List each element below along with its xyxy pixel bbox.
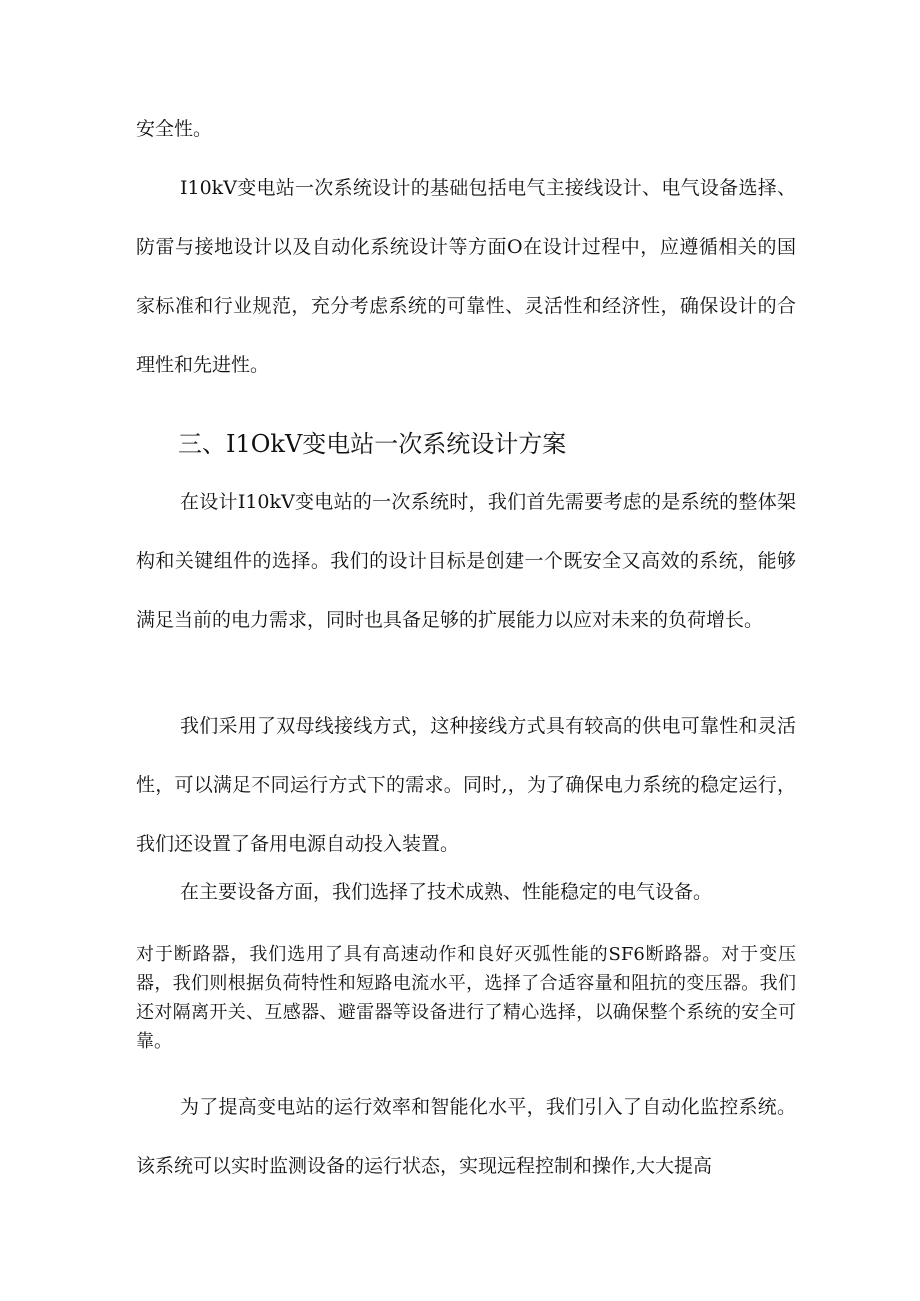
paragraph-overall-architecture: 在设计I10kV变电站的一次系统时，我们首先需要考虑的是系统的整体架构和关键组件的选择。我们的设计目标是创建一个既安全又高效的系统，能够满足当前的电力需求，同时也具备足够的扩展能力以应对未来的负荷增长。 bbox=[136, 491, 796, 631]
section-heading: 三、I1OkV变电站一次系统设计方案 bbox=[178, 430, 567, 458]
paragraph-safety-end: 安全性。 bbox=[136, 118, 213, 140]
paragraph-design-basis: I10kV变电站一次系统设计的基础包括电气主接线设计、电气设备选择、防雷与接地设计以及自动化系统设计等方面O在设计过程中，应遵循相关的国家标准和行业规范，充分考虑系统的可靠性、灵活性和经济性，确保设计的合理性和先进性。 bbox=[136, 177, 796, 376]
paragraph-breakers-transformers: 对于断路器，我们选用了具有高速动作和良好灭弧性能的SF6断路器。对于变压器，我们则根据负荷特性和短路电流水平，选择了合适容量和阻抗的变压器。我们还对隔离开关、互感器、避雷器等设备进行了精心选择，以确保整个系统的安全可靠。 bbox=[136, 944, 796, 1052]
paragraph-automation: 为了提高变电站的运行效率和智能化水平，我们引入了自动化监控系统。该系统可以实时监测设备的运行状态，实现远程控制和操作,大大提高 bbox=[136, 1096, 796, 1177]
paragraph-main-equipment: 在主要设备方面，我们选择了技术成熟、性能稳定的电气设备。 bbox=[180, 881, 713, 903]
paragraph-double-bus: 我们采用了双母线接线方式，这种接线方式具有较高的供电可靠性和灵活性，可以满足不同运行方式下的需求。同时,，为了确保电力系统的稳定运行，我们还设置了备用电源自动投入装置。 bbox=[136, 715, 796, 855]
